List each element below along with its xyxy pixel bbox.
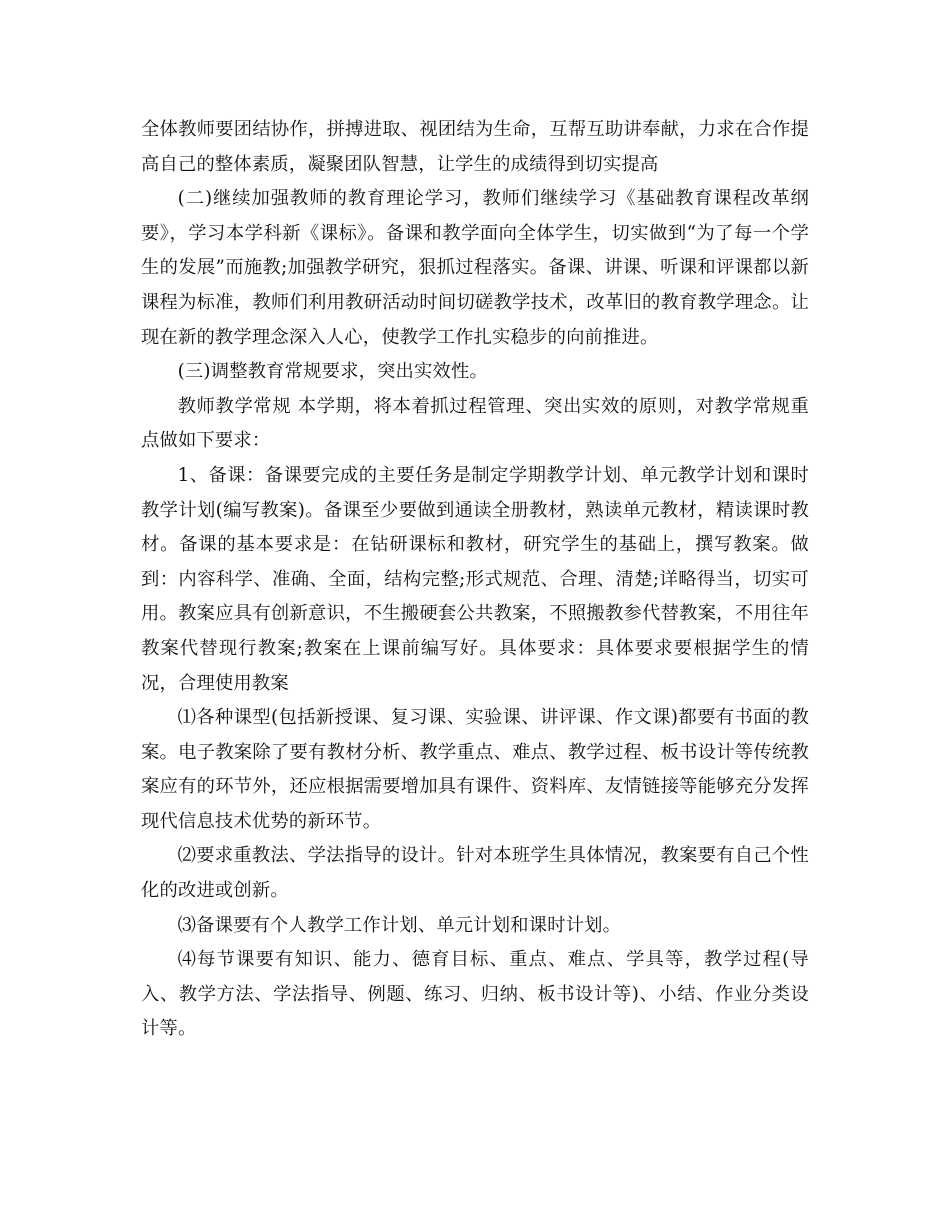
paragraph-3: (三)调整教育常规要求，突出实效性。 — [177, 361, 488, 383]
paragraph-7: ⑵要求重教法、学法指导的设计。针对本班学生具体情况，教案要有自己个性化的改进或创新。 — [141, 845, 809, 902]
paragraph-6: ⑴各种课型(包括新授课、复习课、实验课、讲评课、作文课)都要有书面的教案。电子教案除了要有教材分析、教学重点、难点、教学过程、板书设计等传统教案应有的环节外，还应根据需要增加具有课件、资料库、友情链接等能够充分发挥现代信息技术优势的新环节。 — [141, 707, 809, 832]
paragraph-1: 全体教师要团结协作，拼搏进取、视团结为生命，互帮互助讲奉献，力求在合作提高自己的整体素质，凝聚团队智慧，让学生的成绩得到切实提高 — [141, 119, 809, 175]
paragraph-4: 教师教学常规 本学期，将本着抓过程管理、突出实效的原则，对教学常规重点做如下要求： — [141, 395, 809, 452]
paragraph-5: 1、备课：备课要完成的主要任务是制定学期教学计划、单元教学计划和课时教学计划(编写教案)。备课至少要做到通读全册教材，熟读单元教材，精读课时教材。备课的基本要求是：在钻研课标和教材，研究学生的基础上，撰写教案。做到：内容科学、准确、全面，结构完整;形式规范、合理、清楚;详略得当，切实可用。教案应具有创新意识，不生搬硬套公共教案，不照搬教参代替教案，不用往年教案代替现行教案;教案在上课前编写好。具体要求：具体要求要根据学生的情况，合理使用教案 — [141, 464, 809, 694]
paragraph-8: ⑶备课要有个人教学工作计划、单元计划和课时计划。 — [177, 914, 622, 936]
document-body — [141, 113, 809, 1047]
paragraph-2: (二)继续加强教师的教育理论学习，教师们继续学习《基础教育课程改革纲要》，学习本学科新《课标》。备课和教学面向全体学生，切实做到“为了每一个学生的发展”而施教;加强教学研究，狠抓过程落实。备课、讲课、听课和评课都以新课程为标准，教师们利用教研活动时间切磋教学技术，改革旧的教育教学理念。让现在新的教学理念深入人心，使教学工作扎实稳步的向前推进。 — [141, 188, 809, 348]
paragraph-9: ⑷每节课要有知识、能力、德育目标、重点、难点、学具等，教学过程(导入、教学方法、学法指导、例题、练习、归纳、板书设计等)、小结、作业分类设计等。 — [141, 949, 809, 1040]
